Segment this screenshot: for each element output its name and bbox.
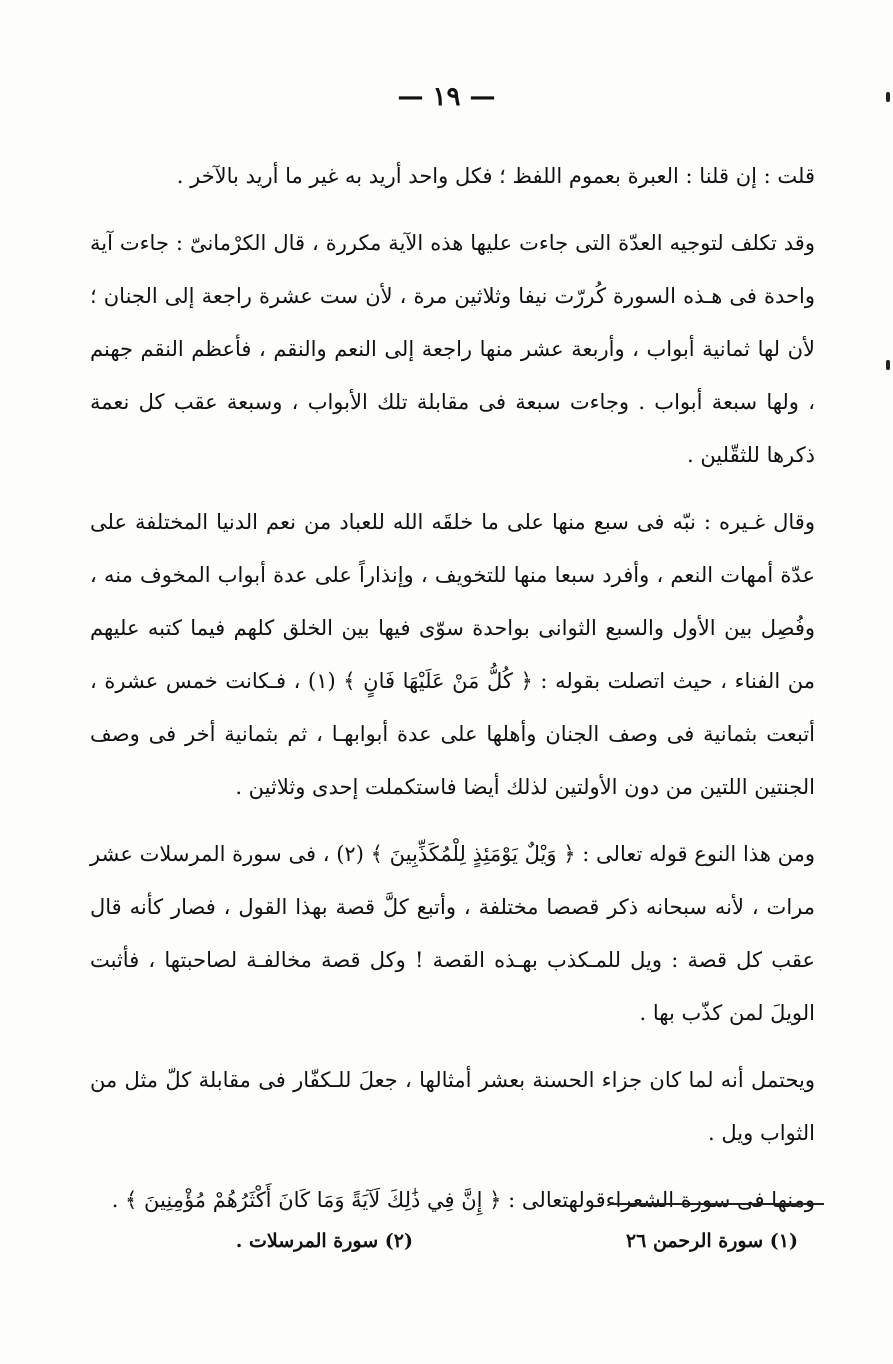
paragraph-6: ومنها فى سورة الشعراءقولهتعالى : ﴿ إِنَّ فِي ذَٰلِكَ لَآيَةً وَمَا كَانَ أَكْثَرُهُمْ مُؤْمِنِينَ ﴾ . [111, 1188, 815, 1212]
main-text [90, 150, 815, 1227]
paragraph-1: قلت : إن قلنا : العبرة بعموم اللفظ ؛ فكل واحد أريد به غير ما أريد بالآخر . [176, 164, 815, 188]
paragraph-2: وقد تكلف لتوجيه العدّة التى جاءت عليها هذه الآية مكررة ، قال الكرْمانىّ : جاءت آية واحدة فى هـذه السورة كُررّت نيفا وثلاثين مرة ، لأن ست عشرة راجعة إلى الجنان ؛ لأن لها ثمانية أبواب ، وأربعة عشر منها راجعة إلى النعم والنقم ، فأعظم النقم جهنم ، ولها سبعة أبواب . وجاءت سبعة فى مقابلة تلك الأبواب ، وسبعة عقب كل نعمة ذكرها للثقّلين . [90, 231, 815, 467]
paragraph-4: ومن هذا النوع قوله تعالى : ﴿ وَيْلٌ يَوْمَئِذٍ لِلْمُكَذِّبِينَ ﴾ (٢) ، فى سورة المرسلات عشر مرات ، لأنه سبحانه ذكر قصصا مختلفة ، وأتبع كلَّ قصة بهذا القول ، فصار كأنه قال عقب كل قصة : ويل للمـكذب بهـذه القصة ! وكل قصة مخالفـة لصاحبتها ، فأثبت الويلَ لمن كذّب بها . [90, 842, 816, 1025]
page-number: — ١٩ — [397, 82, 496, 112]
paragraph-5: ويحتمل أنه لما كان جزاء الحسنة بعشر أمثالها ، جعلَ للـكفّار فى مقابلة كلّ مثل من الثواب ويل . [90, 1068, 815, 1145]
scan-mark [886, 360, 890, 370]
footnote-divider [612, 1203, 824, 1205]
footnote-1: (١) سورة الرحمن ٢٦ [625, 1230, 798, 1252]
paragraph-3: وقال غـيره : نبّه فى سبع منها على ما خلقَه الله للعباد من نعم الدنيا المختلفة على عدّة أمهات النعم ، وأفرد سبعا منها للتخويف ، وإنذاراً على عدة أبواب المخوف منه ، وفُصِل بين الأول والسبع الثوانى بواحدة سوّى فيها بين الخلق كلهم فيما كتبه عليهم من الفناء ، حيث اتصلت بقوله : ﴿ كُلُّ مَنْ عَلَيْهَا فَانٍ ﴾ (١) ، فـكانت خمس عشرة ، أتبعت بثمانية فى وصف الجنان وأهلها على عدة أبوابهـا ، ثم بثمانية أخر فى وصف الجنتين اللتين من دون الأولتين لذلك أيضا فاستكملت إحدى وثلاثين . [90, 510, 815, 799]
footnote-2: (٢) سورة المرسلات . [235, 1230, 413, 1252]
scan-mark [886, 92, 890, 102]
